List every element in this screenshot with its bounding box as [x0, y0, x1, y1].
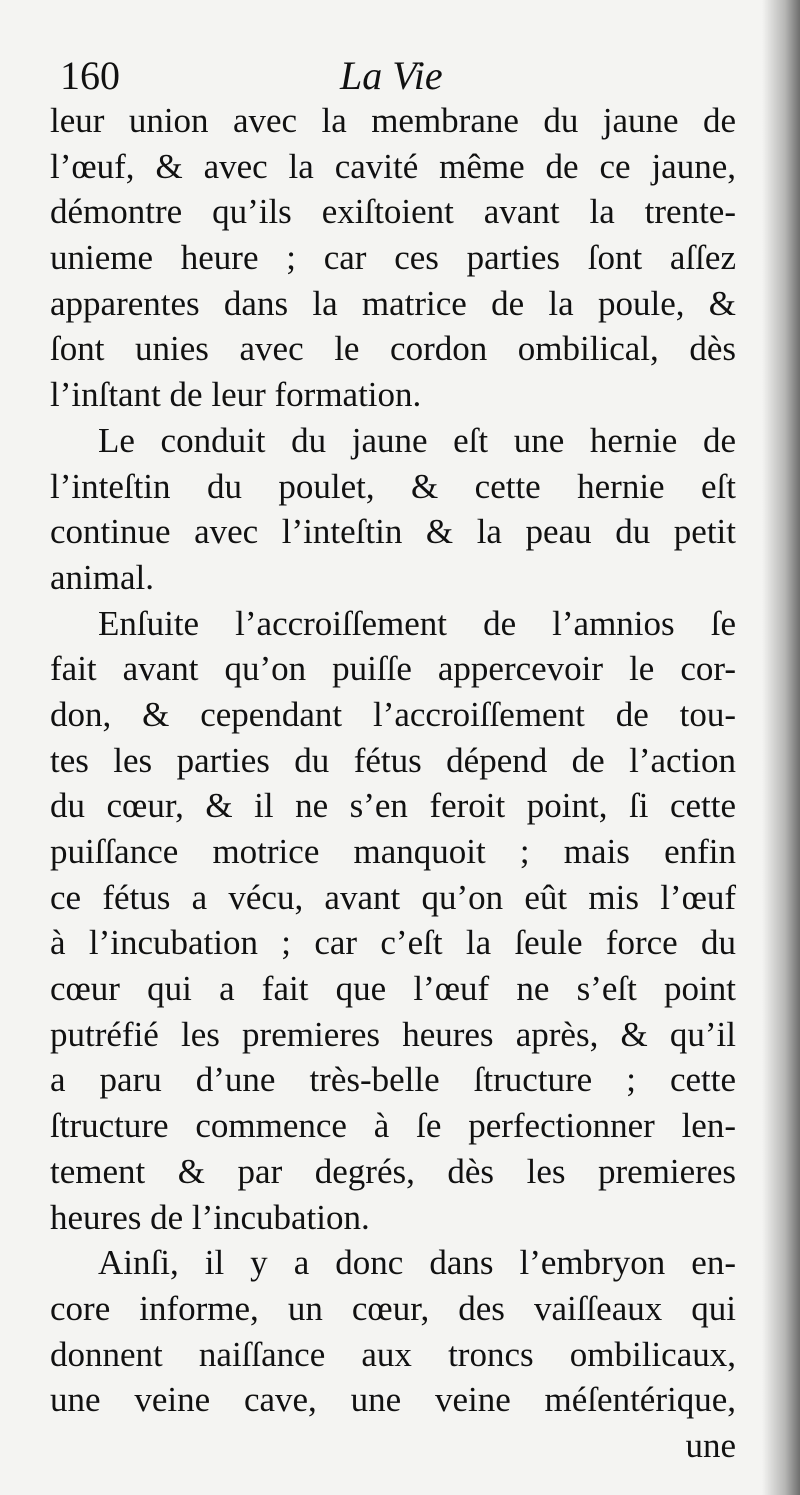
text-line: fait avant qu’on puiſſe appercevoir le cor- — [50, 649, 736, 689]
page-header — [60, 46, 730, 106]
text-line: heures de l’incubation. — [50, 1197, 370, 1237]
page-number: 160 — [60, 53, 120, 98]
text-line: putréfié les premieres heures après, & qu’il — [50, 1014, 736, 1054]
text-line: du cœur, & il ne s’en feroit point, ſi cette — [50, 786, 736, 826]
text-line: ce fétus a vécu, avant qu’on eût mis l’œuf — [50, 877, 736, 917]
text-line: à l’incubation ; car c’eſt la ſeule force du — [50, 923, 736, 963]
text-line: continue avec l’inteſtin & la peau du petit — [50, 512, 736, 552]
text-line: l’inſtant de leur formation. — [50, 375, 422, 415]
text-line: a paru d’une très-belle ſtructure ; cette — [50, 1060, 736, 1100]
text-line: démontre qu’ils exiſtoient avant la trente- — [50, 192, 736, 232]
catchword: une — [685, 1425, 736, 1465]
running-head: La Vie — [340, 53, 443, 98]
body-text — [50, 98, 736, 1469]
text-line: Le conduit du jaune eſt une hernie de — [98, 420, 736, 460]
text-line: Ainſi, il y a donc dans l’embryon en- — [98, 1243, 736, 1283]
text-line: puiſſance motrice manquoit ; mais enfin — [50, 832, 736, 871]
text-line: donnent naiſſance aux troncs ombilicaux, — [50, 1334, 736, 1374]
text-line: don, & cependant l’accroiſſement de tou- — [50, 694, 736, 734]
text-line: core informe, un cœur, des vaiſſeaux qui — [50, 1288, 736, 1328]
text-line: une veine cave, une veine méſentérique, — [50, 1380, 736, 1420]
text-line: leur union avec la membrane du jaune de — [50, 101, 736, 140]
text-line: cœur qui a fait que l’œuf ne s’eſt point — [50, 969, 736, 1009]
text-line: animal. — [50, 557, 154, 597]
text-line: l’inteſtin du poulet, & cette hernie eſt — [50, 466, 736, 506]
text-line: ſont unies avec le cordon ombilical, dès — [50, 329, 736, 369]
text-line: tes les parties du fétus dépend de l’action — [50, 740, 736, 780]
text-line: l’œuf, & avec la cavité même de ce jaune, — [50, 146, 736, 186]
text-line: unieme heure ; car ces parties ſont aſſez — [50, 238, 736, 278]
text-line: tement & par degrés, dès les premieres — [50, 1151, 736, 1191]
text-line: ſtructure commence à ſe perfectionner len- — [50, 1106, 736, 1146]
text-line: Enſuite l’accroiſſement de l’amnios ſe — [98, 603, 736, 643]
page-edge-shadow — [762, 0, 800, 1495]
text-line: apparentes dans la matrice de la poule, & — [50, 283, 736, 323]
